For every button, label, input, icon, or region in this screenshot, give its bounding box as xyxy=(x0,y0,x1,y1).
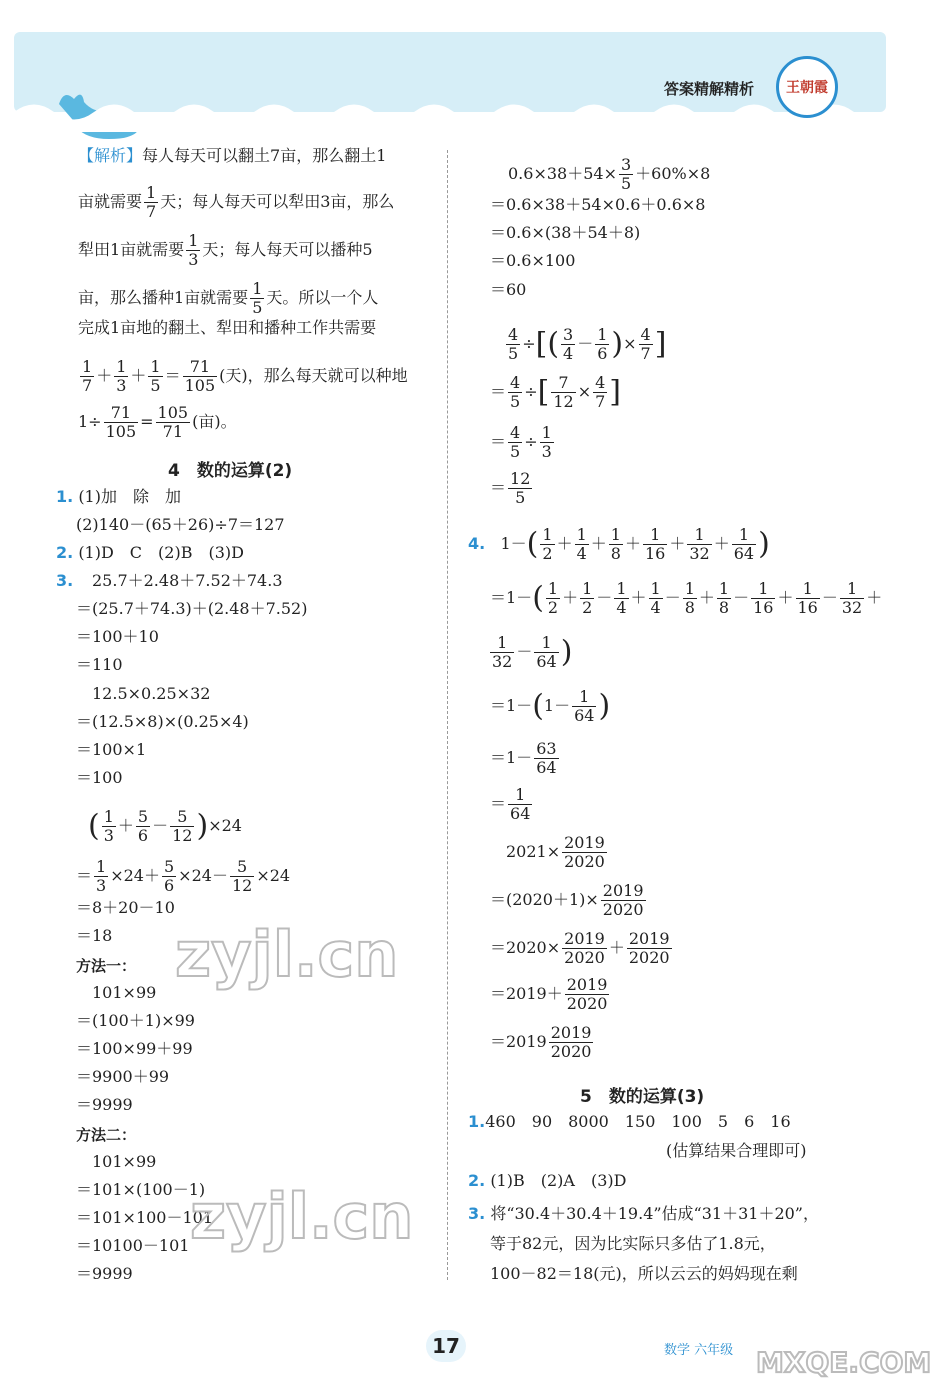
m1-line-1: 101×99 xyxy=(92,983,157,1002)
m1-line-3: ＝100×99＋99 xyxy=(76,1039,193,1058)
q3-line-5: 12.5×0.25×32 xyxy=(92,684,211,703)
column-divider xyxy=(447,150,448,1280)
m2-line-4: ＝10100－101 xyxy=(76,1236,190,1255)
section-4-title: 4 数的运算(2) xyxy=(168,461,293,481)
s5-q3-line-1: 3. 将“30.4＋30.4＋19.4”估成“31＋31＋20”， xyxy=(468,1204,819,1223)
section-5-title: 5 数的运算(3) xyxy=(580,1087,705,1107)
q3-line-4: ＝110 xyxy=(76,655,123,674)
analysis-line-7: 1÷ $\frac{71}{105}$ = $\frac{105}{71}$ (亩)。 xyxy=(78,403,237,441)
analysis-line-6: $\frac{1}{7}$ ＋ $\frac{1}{3}$ ＋ $\frac{1}{5}$ ＝ $\frac{71}{105}$ (天)，那么每天就可以种地 xyxy=(82,357,408,395)
q3-line-2: ＝(25.7＋74.3)＋(2.48＋7.52) xyxy=(76,599,308,618)
fraction: $\frac{1}{7}$ xyxy=(146,183,157,221)
r-2021-line-5: ＝2019 $\frac{2019}{2020}$ xyxy=(490,1023,592,1061)
m1-line-4: ＝9900＋99 xyxy=(76,1067,170,1086)
analysis-line-3: 犁田1亩就需要 $\frac{1}{3}$ 天；每人每天可以播种5 xyxy=(78,231,373,269)
m1-line-5: ＝9999 xyxy=(76,1095,133,1114)
m2-line-5: ＝9999 xyxy=(76,1264,133,1283)
r-line-4: ＝0.6×100 xyxy=(490,251,576,270)
q4-line-2: ＝1－( $\frac{1}{2}$ ＋ $\frac{1}{2}$ － $\frac{1}{4}$ ＋ $\frac{1}{4}$ － $\frac{1}{8}$ ＋ $\frac{1}{8}$ － $\frac{1}{16}$ ＋ $\frac{1}{16}$ － $\frac{1}{32}$ ＋ xyxy=(490,579,883,617)
page-number: 17 xyxy=(426,1330,466,1362)
header-title: 答案精解精析 xyxy=(664,80,755,98)
watermark: zyjl.cn xyxy=(175,918,399,991)
r-2021-line-3: ＝2020× $\frac{2019}{2020}$ ＋ $\frac{2019}{2020}$ xyxy=(490,929,670,967)
r-eq2-line-3: ＝ $\frac{4}{5}$ ÷ $\frac{1}{3}$ xyxy=(490,423,552,461)
m2-line-2: ＝101×(100－1) xyxy=(76,1180,206,1199)
q3-number: 3. xyxy=(56,571,74,590)
brand-logo xyxy=(776,56,838,118)
analysis-line-5: 完成1亩地的翻土、犁田和播种工作共需要 xyxy=(78,318,377,337)
s5-q3-line-3: 100－82＝18(元)，所以云云的妈妈现在剩 xyxy=(490,1264,798,1283)
q3c-line-4: ＝18 xyxy=(76,926,113,945)
q4-line-1: 4. 1－( $\frac{1}{2}$ ＋ $\frac{1}{4}$ ＋ $\frac{1}{8}$ ＋ $\frac{1}{16}$ ＋ $\frac{1}{32}$ ＋ $\frac{1}{64}$ ) xyxy=(468,525,770,563)
s5-q1-note: (估算结果合理即可) xyxy=(666,1141,807,1160)
q4-line-4: ＝1－(1－ $\frac{1}{64}$ ) xyxy=(490,687,611,725)
s5-q1-line: 1.460 90 8000 150 100 5 6 16 xyxy=(468,1112,791,1131)
footer-subject: 数学 六年级 xyxy=(664,1343,734,1358)
r-2021-line-1: 2021× $\frac{2019}{2020}$ xyxy=(506,833,605,871)
r-line-3: ＝0.6×(38＋54＋8) xyxy=(490,223,641,242)
r-line-2: ＝0.6×38＋54×0.6＋0.6×8 xyxy=(490,195,706,214)
analysis-line-4: 亩，那么播种1亩就需要 $\frac{1}{5}$ 天。所以一个人 xyxy=(78,279,379,317)
logo-text: 王朝霞 xyxy=(786,80,828,96)
fraction: $\frac{1}{5}$ xyxy=(252,279,263,317)
m2-line-3: ＝101×100－101 xyxy=(76,1208,214,1227)
q4-line-5: ＝1－ $\frac{63}{64}$ xyxy=(490,739,557,777)
q3-line-7: ＝100×1 xyxy=(76,740,147,759)
q1-line-1: 1. (1)加 除 加 xyxy=(56,487,181,506)
s5-q3-line-2: 等于82元，因为比实际只多估了1.8元， xyxy=(490,1234,776,1253)
method-2-label: 方法二： xyxy=(76,1126,137,1144)
method-1-label: 方法一： xyxy=(76,957,137,975)
r-eq2-line-2: ＝ $\frac{4}{5}$ ÷[ $\frac{7}{12}$ × $\frac{4}{7}$ ] xyxy=(490,373,621,411)
q3-line-1: 25.7＋2.48＋7.52＋74.3 xyxy=(92,571,283,590)
q3-line-8: ＝100 xyxy=(76,768,123,787)
q3c-line-3: ＝8＋20－10 xyxy=(76,898,175,917)
wave-decoration xyxy=(14,92,886,132)
q3c-line-2: ＝ $\frac{1}{3}$ ×24＋ $\frac{5}{6}$ ×24－ $\frac{5}{12}$ ×24 xyxy=(76,857,291,895)
r-line-1: 0.6×38＋54× $\frac{3}{5}$ ＋60%×8 xyxy=(508,155,711,193)
q3-line-6: ＝(12.5×8)×(0.25×4) xyxy=(76,712,249,731)
watermark: zyjl.cn xyxy=(190,1180,414,1253)
q3c-line-1: ( $\frac{1}{3}$ ＋ $\frac{5}{6}$ － $\frac{5}{12}$ )×24 xyxy=(88,807,242,845)
q4-line-6: ＝ $\frac{1}{64}$ xyxy=(490,785,531,823)
fraction: $\frac{1}{3}$ xyxy=(188,231,199,269)
q2-line: 2. (1)D C (2)B (3)D xyxy=(56,543,244,562)
page-header xyxy=(14,32,886,112)
analysis-line-2: 亩就需要 $\frac{1}{7}$ 天；每人每天可以犁田3亩，那么 xyxy=(78,183,395,221)
r-2021-line-2: ＝(2020＋1)× $\frac{2019}{2020}$ xyxy=(490,881,644,919)
m1-line-2: ＝(100＋1)×99 xyxy=(76,1011,195,1030)
r-2021-line-4: ＝2019＋ $\frac{2019}{2020}$ xyxy=(490,975,608,1013)
q1-line-2: (2)140－(65＋26)÷7＝127 xyxy=(76,515,285,534)
q4-line-3: $\frac{1}{32}$ － $\frac{1}{64}$ ) xyxy=(492,633,573,671)
r-eq2-line-4: ＝ $\frac{12}{5}$ xyxy=(490,469,531,507)
analysis-line-1: 【解析】每人每天可以翻土7亩，那么翻土1 xyxy=(78,146,387,165)
analysis-tag: 【解析】 xyxy=(78,146,143,165)
q3-line-3: ＝100＋10 xyxy=(76,627,159,646)
watermark: MXQE.COM xyxy=(756,1346,931,1379)
r-line-5: ＝60 xyxy=(490,280,527,299)
r-eq2-line-1: $\frac{4}{5}$ ÷[( $\frac{3}{4}$ － $\frac{1}{6}$ )× $\frac{4}{7}$ ] xyxy=(508,325,667,363)
m2-line-1: 101×99 xyxy=(92,1152,157,1171)
s5-q2-line: 2. (1)B (2)A (3)D xyxy=(468,1171,627,1190)
